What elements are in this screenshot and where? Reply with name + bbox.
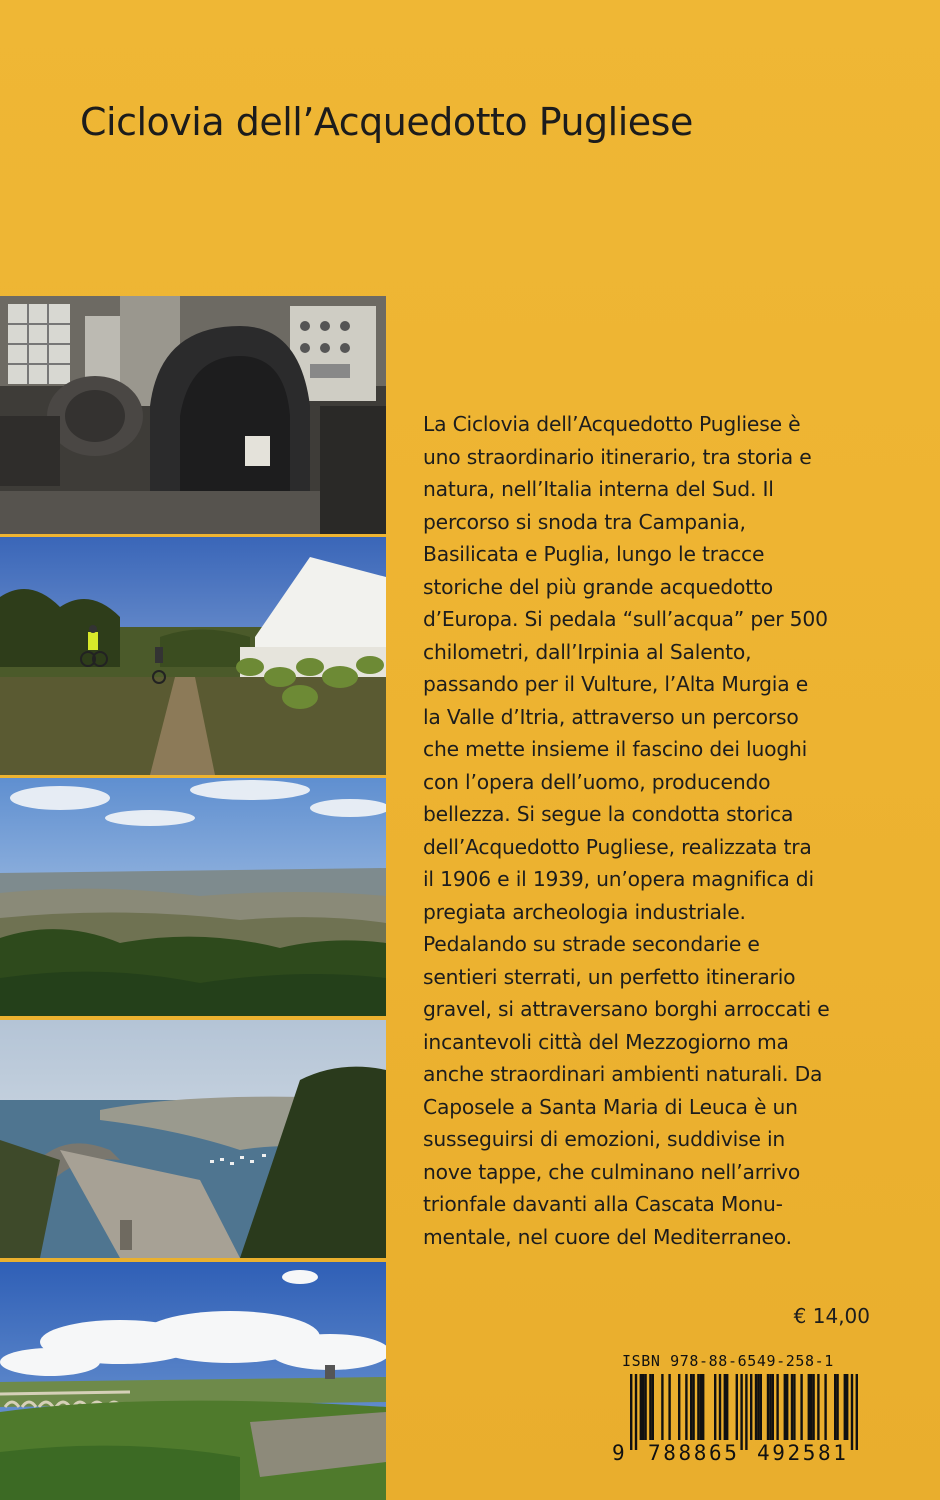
barcode-bar bbox=[640, 1374, 642, 1440]
barcode-bar bbox=[856, 1374, 858, 1450]
description-line: chilometri, dall’Irpinia al Salento, bbox=[423, 639, 752, 664]
barcode-bar bbox=[810, 1374, 812, 1440]
description-line: sentieri sterrati, un perfetto itinerario bbox=[423, 964, 796, 989]
barcode-bar bbox=[726, 1374, 728, 1440]
photo-cyclists-trullo bbox=[0, 537, 386, 775]
description-line: percorso si snoda tra Campania, bbox=[423, 509, 746, 534]
description-line: Basilicata e Puglia, lungo le tracce bbox=[423, 542, 765, 566]
barcode-bar bbox=[760, 1374, 762, 1440]
barcode-bar bbox=[808, 1374, 810, 1440]
description-line: passando per il Vulture, l’Alta Murgia e bbox=[423, 672, 808, 696]
photo-harbour bbox=[0, 1020, 386, 1258]
barcode-bar bbox=[661, 1374, 663, 1440]
barcode-bar bbox=[678, 1374, 680, 1440]
barcode-bar bbox=[812, 1374, 814, 1440]
barcode-bar bbox=[767, 1374, 769, 1440]
barcode-bar bbox=[649, 1374, 651, 1440]
photo-countryside-aqueduct bbox=[0, 1262, 386, 1500]
barcode-bar bbox=[769, 1374, 771, 1440]
barcode-bar bbox=[786, 1374, 788, 1440]
barcode-bar bbox=[644, 1374, 646, 1440]
description-line: Pedalando su strade secondarie e bbox=[423, 932, 760, 956]
barcode-bar bbox=[702, 1374, 704, 1440]
barcode-bar bbox=[755, 1374, 757, 1440]
description-line: mentale, nel cuore del Mediterraneo. bbox=[423, 1224, 792, 1249]
description-line: che mette insieme il fascino dei luoghi bbox=[423, 737, 808, 761]
barcode-bar bbox=[836, 1374, 838, 1440]
book-description bbox=[423, 408, 903, 1253]
description-line: Caposele a Santa Maria di Leuca è un bbox=[423, 1094, 798, 1119]
isbn-barcode bbox=[612, 1350, 872, 1475]
description-line: la Valle d’Itria, attraverso un percorso bbox=[423, 704, 799, 729]
barcode-bar bbox=[851, 1374, 853, 1450]
description-line: bellezza. Si segue la condotta storica bbox=[423, 802, 794, 826]
barcode-bar bbox=[834, 1374, 836, 1440]
barcode-bar bbox=[800, 1374, 802, 1440]
book-title: Ciclovia dell’Acquedotto Pugliese bbox=[80, 100, 693, 144]
description-line: uno straordinario itinerario, tra storia e bbox=[423, 444, 812, 469]
description-line: gravel, si attraversano borghi arroccati e bbox=[423, 997, 830, 1021]
barcode-bar bbox=[776, 1374, 778, 1440]
barcode-bar bbox=[817, 1374, 819, 1440]
barcode-bar bbox=[745, 1374, 747, 1450]
barcode-bar bbox=[740, 1374, 742, 1450]
barcode-bar bbox=[630, 1374, 632, 1450]
barcode-first-digit: 9 bbox=[612, 1441, 625, 1465]
barcode-bar bbox=[642, 1374, 644, 1440]
barcode-bar bbox=[692, 1374, 694, 1440]
description-line: anche straordinari ambienti naturali. Da bbox=[423, 1062, 823, 1086]
barcode-bar bbox=[844, 1374, 846, 1440]
barcode-bar bbox=[724, 1374, 726, 1440]
barcode-bar bbox=[685, 1374, 687, 1440]
barcode-bar bbox=[736, 1374, 738, 1440]
barcode-bar bbox=[719, 1374, 721, 1440]
barcode-bar bbox=[697, 1374, 699, 1440]
barcode-bar bbox=[846, 1374, 848, 1440]
barcode-left-digits: 788865 bbox=[648, 1441, 740, 1465]
description-line: incantevoli città del Mezzogiorno ma bbox=[423, 1029, 789, 1054]
description-line: d’Europa. Si pedala “sull’acqua” per 500 bbox=[423, 607, 828, 631]
barcode-bar bbox=[784, 1374, 786, 1440]
barcode-bar bbox=[791, 1374, 793, 1440]
photo-machinery-hall bbox=[0, 296, 386, 534]
price-label: € 14,00 bbox=[793, 1304, 870, 1328]
description-line: pregiata archeologia industriale. bbox=[423, 899, 746, 924]
barcode-bar bbox=[824, 1374, 826, 1440]
description-line: storiche del più grande acquedotto bbox=[423, 574, 773, 599]
description-line: La Ciclovia dell’Acquedotto Pugliese è bbox=[423, 412, 801, 436]
barcode-bar bbox=[714, 1374, 716, 1440]
barcode-bar bbox=[772, 1374, 774, 1440]
isbn-label: ISBN 978-88-6549-258-1 bbox=[622, 1352, 834, 1370]
description-line: trionfale davanti alla Cascata Monu- bbox=[423, 1192, 783, 1216]
barcode-bar bbox=[700, 1374, 702, 1440]
description-line: il 1906 e il 1939, un’opera magnifica di bbox=[423, 867, 814, 891]
barcode-right-digits: 492581 bbox=[757, 1441, 849, 1465]
barcode-bar bbox=[635, 1374, 637, 1450]
description-line: dell’Acquedotto Pugliese, realizzata tra bbox=[423, 834, 812, 859]
barcode-bar bbox=[690, 1374, 692, 1440]
photo-valley-landscape bbox=[0, 778, 386, 1016]
barcode-bar bbox=[757, 1374, 759, 1440]
description-line: natura, nell’Italia interna del Sud. Il bbox=[423, 477, 774, 501]
description-line: nove tappe, che culminano nell’arrivo bbox=[423, 1159, 801, 1184]
barcode-bar bbox=[793, 1374, 795, 1440]
photo-strip bbox=[0, 296, 386, 1500]
barcode-bar bbox=[750, 1374, 752, 1440]
barcode-bar bbox=[668, 1374, 670, 1440]
description-line: susseguirsi di emozioni, suddivise in bbox=[423, 1127, 786, 1151]
description-line: con l’opera dell’uomo, producendo bbox=[423, 769, 771, 794]
barcode-bar bbox=[652, 1374, 654, 1440]
